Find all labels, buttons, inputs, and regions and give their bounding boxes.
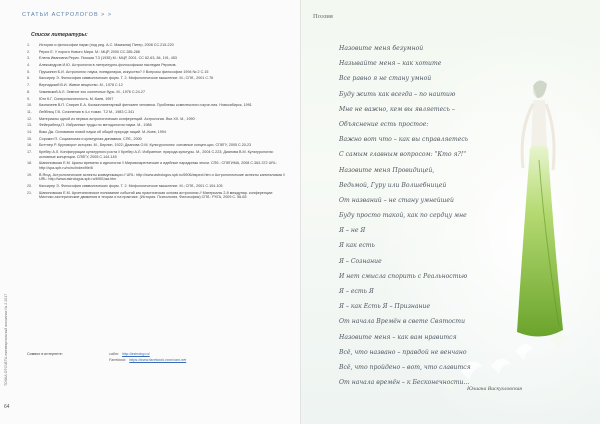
reference-item [27, 191, 287, 200]
reference-text: Прушинин Б.И. Астрология: наука, псевдонаука, искусство? // Вопросы философии 1994 № 2 С.15 [39, 69, 209, 74]
reference-item [27, 143, 287, 148]
poem-line: От начала времён – к Бесконечности... [339, 379, 470, 387]
poem-line: Буду жить как всегда – по наитию [339, 90, 456, 98]
reference-number: 11. [27, 109, 32, 114]
reference-item [27, 117, 287, 122]
reference-number: 10. [27, 103, 33, 108]
reference-text: Сорокин П. Социальная и культурная динамика. СПб., 2000 [39, 136, 142, 141]
reference-text: Истории и философии науки (под ред. А.С. Мамзина) Питер, 2008 СС.215-220 [39, 43, 174, 47]
reference-item [27, 43, 287, 48]
poem-line: Назовите меня безумной [339, 45, 424, 52]
poem-line: Всё, что названо – правдой не венчано [339, 348, 467, 356]
reference-number: 18. [27, 161, 33, 166]
poem-line: Мне не важно, кем вы являетесь – [339, 105, 455, 113]
page-number: 64 [4, 404, 10, 410]
reference-text: Лейбниц Г.В. Сочинения в 4-х томах. Т.2 М., 1983 С.341 [39, 109, 135, 114]
reference-text: Шапиновская Е.М. Циклы времени и идеологии // Мировоззренческие и идейные парадигмы эпохи. СПб.: СПбГИМА, 2008 С.363-372 URL: http://spa-spb.ru/ru/ru/index/file/6 [39, 161, 278, 170]
poem-line: Ведьмой, Гуру или Волшебницей [339, 181, 447, 189]
reference-number: 2. [27, 49, 31, 54]
reference-number: 4. [27, 63, 31, 68]
reference-number: 3. [27, 56, 31, 61]
poem-line: От названий – не стану умнейшей [339, 196, 454, 204]
poem-line: Я как есть [339, 242, 375, 250]
links-block [27, 352, 287, 363]
reference-item [27, 161, 287, 170]
reference-text: Чижевский А.Л. Земное эхо солнечных бурь. М., 1976 С.24-27 [39, 89, 145, 94]
reference-text: Фейерабенд П. Избранные труды по методологии науки. М., 1986 [39, 123, 152, 128]
site-link[interactable]: http://astrolog.ru/ [122, 352, 150, 356]
reference-number: 7. [27, 83, 31, 88]
reference-item [27, 70, 287, 75]
reference-text: Юнг К.Г. Синхронистичность. М.:Киев, 1997 [39, 96, 114, 101]
poem-line: Я – есть Я [339, 288, 374, 295]
poem-line: Всё, что пройдено – вот, что славится [339, 363, 471, 371]
section-label-poetry: Поэзия [313, 13, 333, 20]
reference-number: 15. [27, 136, 33, 141]
reference-number: 20. [27, 183, 33, 188]
links-label: Символ в интернете: [27, 352, 63, 356]
reference-item [27, 76, 287, 81]
reference-number: 1. [27, 43, 31, 47]
reference-item [27, 90, 287, 95]
reference-item [27, 184, 287, 189]
reference-item [27, 110, 287, 115]
reference-text: Материалы одной из первых астрологических конференций. Астрология. Вчи XX. М., 1990 [39, 116, 195, 121]
poem-line: Я – как Есть Я – Признание [339, 303, 431, 311]
reference-number: 14. [27, 129, 33, 134]
reference-number: 13. [27, 123, 33, 128]
reference-text: Вернадский В.И. Живое вещество. М., 1978 С.12 [39, 83, 123, 88]
reference-item [27, 150, 287, 159]
reference-number: 12. [27, 116, 33, 121]
reference-item [27, 137, 287, 142]
references-title: Список литературы: [31, 32, 88, 38]
reference-text: Казначеев В.П. Спирин Е.А. Космопланетарный феномен человека. Проблемы комплексного изуче-ния. Новосибирск, 1991 [39, 103, 252, 108]
poem-line: Назовите меня Провидицей, [339, 166, 435, 174]
reference-item [27, 123, 287, 128]
site-label: сайт: [109, 352, 120, 356]
poem-line: От начала Времён в свете Святости [339, 318, 466, 326]
reference-number: 17. [27, 150, 33, 154]
reference-item [27, 103, 287, 108]
reference-text: Вико Дж. Основания новой науки об общей природе наций. М.-Киев, 1994 [39, 129, 166, 134]
poem-line: Буду просто такой, как по сердцу мне [339, 212, 467, 220]
reference-item [27, 63, 287, 68]
reference-number: 19. [27, 172, 33, 177]
poem-line: Я – Сознание [339, 257, 382, 265]
reference-text: Кассирер Э. Философия символических форм. Т. 2. Мифологическое мышление. М.; СПб., 2001 С.76 [39, 76, 214, 81]
reference-text: Кребер А.Л. Конфигурации культурного роста // Кребер А.Л. Избранное: природа культуры. М., 2004 С.223; Дианова В.М. Культурология: основные концепции. СПбГУ, 2005 С.144-145 [39, 150, 274, 159]
reference-number: 5. [27, 69, 31, 74]
facebook-link[interactable]: https://www.facebook.com/vam.net [129, 357, 187, 362]
poem-line: И нет смысла спорить с Реальностью [339, 272, 468, 280]
right-page [301, 0, 600, 424]
reference-number: 8. [27, 89, 31, 94]
side-caption [3, 293, 11, 388]
reference-text: Александров И.Ю. Астрология в литературно-философском наследии Рерихов. [39, 63, 177, 68]
reference-item [27, 130, 287, 135]
reference-number: 21. [27, 190, 33, 195]
reference-number: 6. [27, 76, 31, 81]
reference-text: Елена Ивановна Рерих. Письма Т.3 (1935) М.: МЦР, 2001. СС 62-63, 84, 191, 453 [39, 56, 177, 61]
poem-line: Называйте меня – как хотите [339, 60, 442, 68]
poem [339, 41, 471, 390]
side-caption-text: ТОЧКА ОТСЧЕТА ежеквартальный альманах № 2 2017 [4, 293, 8, 386]
poem-author: Юлиана Вискухловская [467, 386, 522, 392]
poem-line: Назовите меня – как вам нравится [339, 333, 457, 341]
reference-text: Кассирер Э. Философия символических форм. Т. 2. Мифологическое мышление. М.; СПб., 2001 С.104-105 [39, 183, 223, 188]
reference-item [27, 50, 287, 55]
poem-line: Все равно я не стану умной [339, 75, 432, 83]
reference-item [27, 97, 287, 102]
section-header: СТАТЬИ АСТРОЛОГОВ > > [22, 12, 113, 18]
reference-item [27, 173, 287, 182]
poem-line: Я – не Я [339, 227, 366, 235]
reference-item [27, 56, 287, 61]
reference-text: Рерих Е. У порога Нового Мира. М.: МЦР, 2000 СС.285-288 [39, 49, 140, 54]
reference-text: Шапиновская Е.М. Архетипическое понимание событий как практическая основа астрологии // Материалы 2-й междунар. конференции: Мистико-эзотерические движения в теории и на практике. (История. Психология. Философия) СПб.: РХГА, 2009 С. 56-65 [39, 190, 274, 200]
reference-text: В.Ягод. Астрологические аспекты коммуникации // URL: http://www.astrologus.spb.ru/6906/aspect.htm и Астрологические аспекты капитализма // URL: http://www.astrologus.spb.ru/6901/aa.htm [39, 172, 285, 182]
poem-line: Объяснение есть простое: [339, 120, 429, 128]
reference-text: Биттнер Р. Круговорот истории. М., Берлин, 1922; Дианова О.М. Культурология: основные концеп-ции. СПбГУ, 2005 С.20-23 [39, 143, 252, 148]
reference-number: 9. [27, 96, 31, 101]
reference-number: 16. [27, 143, 33, 148]
poem-line: С самым главным вопросом: "Кто я?!" [339, 151, 467, 159]
facebook-label: Facebook: [109, 357, 127, 362]
references-list [27, 43, 287, 202]
poem-line: Важно вот что – как вы справляетесь [339, 136, 469, 144]
reference-item [27, 83, 287, 88]
